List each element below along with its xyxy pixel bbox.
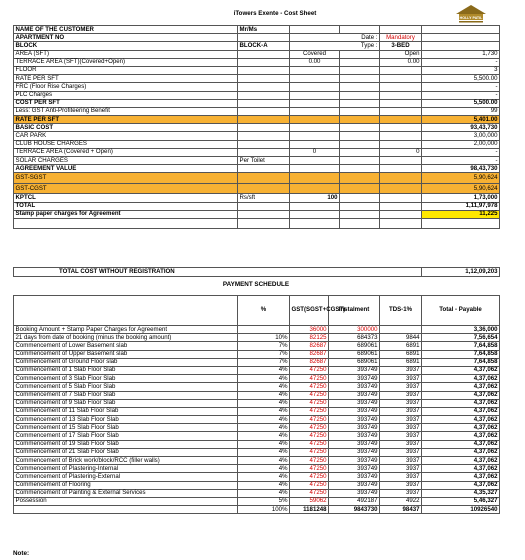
payment-schedule-header: [13, 279, 499, 291]
row-floor: [14, 66, 500, 74]
row-apartment: [14, 34, 500, 42]
row-total-payable: 4,37,062: [422, 383, 500, 391]
sgst-value: 5,90,624: [422, 173, 500, 184]
row-total-payable: 4,37,062: [422, 407, 500, 415]
row-total-payable: 4,37,062: [422, 366, 500, 374]
cost-psf-label: COST PER SFT: [14, 99, 238, 107]
row-instalment: 492187: [329, 497, 380, 505]
row-terrace: [14, 58, 500, 66]
row-plc: [14, 91, 500, 99]
row-total-payable: 4,35,327: [422, 489, 500, 497]
row-tds: 3937: [380, 399, 422, 407]
row-instalment: 393749: [329, 440, 380, 448]
row-instalment: 689061: [329, 342, 380, 350]
club-value: 2,00,000: [422, 140, 500, 148]
row-tds: 3937: [380, 416, 422, 424]
area-label: AREA (SFT): [14, 50, 238, 58]
col-pct-header: %: [238, 296, 290, 326]
payment-row: [14, 375, 500, 383]
row-instalment: 300000: [329, 326, 380, 334]
covered-label: Covered: [290, 50, 340, 58]
payment-row: [14, 391, 500, 399]
payment-row: [14, 326, 500, 334]
apartment-label: APARTMENT NO: [14, 34, 238, 42]
row-instalment: 689061: [329, 358, 380, 366]
payment-row: [14, 457, 500, 465]
row-stamp: [14, 210, 500, 218]
row-gst: 47250: [290, 457, 329, 465]
payment-schedule-title: PAYMENT SCHEDULE: [222, 281, 290, 288]
row-gst: 36000: [290, 326, 329, 334]
kptcl-unit: Rs/sft: [238, 194, 290, 202]
payment-row: [14, 334, 500, 342]
row-instalment: 393749: [329, 457, 380, 465]
row-label: Commencement of 5 Slab Floor Slab: [14, 383, 238, 391]
row-gst: 82687: [290, 350, 329, 358]
row-label: Booking Amount + Stamp Paper Charges for Agreement: [14, 326, 238, 334]
gst-anti-value: 99: [422, 107, 500, 115]
date-label: Date :: [290, 34, 380, 42]
payment-row: [14, 424, 500, 432]
payment-row: [14, 465, 500, 473]
row-gst: 47250: [290, 416, 329, 424]
col-label-header: [14, 296, 238, 326]
row-total-payable: 4,37,062: [422, 416, 500, 424]
row-pct: [238, 326, 290, 334]
row-tds: 6891: [380, 358, 422, 366]
row-gst: 47250: [290, 481, 329, 489]
terrace-covered: 0.00: [290, 58, 340, 66]
row-pct: 10%: [238, 334, 290, 342]
row-tds: 3937: [380, 473, 422, 481]
stamp-value: 11,225: [422, 210, 500, 218]
company-logo: [446, 2, 496, 24]
row-car: [14, 132, 500, 140]
row-terrace2: [14, 148, 500, 156]
terrace-open: 0.00: [380, 58, 422, 66]
plc-value: -: [422, 91, 500, 99]
row-pct: 4%: [238, 465, 290, 473]
row-block: [14, 42, 500, 50]
agreement-value: 98,43,730: [422, 165, 500, 173]
cgst-label: GST-CGST: [14, 183, 238, 194]
row-tds: [380, 326, 422, 334]
row-label: Commencement of Plastering-Internal: [14, 465, 238, 473]
payment-row: [14, 358, 500, 366]
payment-row: [14, 481, 500, 489]
row-gst: 47250: [290, 465, 329, 473]
terrace2-open: 0: [380, 148, 422, 156]
rate-label: RATE PER SFT: [14, 75, 238, 83]
row-tds: 3937: [380, 481, 422, 489]
row-label: Commencement of 3 Slab Floor Slab: [14, 375, 238, 383]
row-instalment: 393749: [329, 481, 380, 489]
row-total-payable: 4,37,062: [422, 481, 500, 489]
row-pct: 4%: [238, 481, 290, 489]
row-instalment: 393749: [329, 432, 380, 440]
payment-row: [14, 399, 500, 407]
block-label: BLOCK: [14, 42, 238, 50]
row-gst: 47250: [290, 473, 329, 481]
payment-schedule-table: [13, 295, 500, 514]
row-cgst: [14, 183, 500, 194]
row-gst: 82687: [290, 358, 329, 366]
terrace2-value: -: [422, 148, 500, 156]
row-tds: 6891: [380, 342, 422, 350]
payment-row: [14, 342, 500, 350]
row-kptcl: [14, 194, 500, 202]
row-total-payable: 4,37,062: [422, 465, 500, 473]
row-pct: 4%: [238, 416, 290, 424]
row-instalment: 393749: [329, 416, 380, 424]
stamp-label: Stamp paper charges for Agreement: [14, 210, 238, 218]
terrace2-covered: 0: [290, 148, 340, 156]
row-label: Commencement of 19 Slab Floor Slab: [14, 440, 238, 448]
row-pct: 4%: [238, 489, 290, 497]
row-total: [14, 202, 500, 210]
totals-gst: 1181248: [290, 506, 329, 514]
payment-row: [14, 416, 500, 424]
row-tds: 6891: [380, 350, 422, 358]
row-basic: [14, 124, 500, 132]
customer-label: NAME OF THE CUSTOMER: [14, 26, 238, 34]
row-cost-psf: [14, 99, 500, 107]
row-club: [14, 140, 500, 148]
row-label: Commencement of 15 Slab Floor Slab: [14, 424, 238, 432]
row-gst: 47250: [290, 489, 329, 497]
row-total-payable: 7,64,858: [422, 350, 500, 358]
col-instalment-header: Instalment: [329, 296, 380, 326]
customer-value: Mr/Ms: [238, 26, 290, 34]
row-gst: 47250: [290, 432, 329, 440]
basic-label: BASIC COST: [14, 124, 238, 132]
row-pct: 4%: [238, 399, 290, 407]
row-total-payable: 4,37,062: [422, 448, 500, 456]
row-pct: 4%: [238, 424, 290, 432]
row-area: [14, 50, 500, 58]
payment-row: [14, 432, 500, 440]
row-gst: 59062: [290, 497, 329, 505]
row-label: Commencement of 1 Slab Floor Slab: [14, 366, 238, 374]
car-value: 3,00,000: [422, 132, 500, 140]
row-instalment: 393749: [329, 366, 380, 374]
col-gst-header: GST(SGST+CGST): [290, 296, 329, 326]
row-label: Commencement of 13 Slab Floor Slab: [14, 416, 238, 424]
row-instalment: 393749: [329, 375, 380, 383]
row-pct: 4%: [238, 457, 290, 465]
solar-unit: Per Toilet: [238, 157, 290, 165]
row-tds: 3937: [380, 391, 422, 399]
rate-psf2-value: 5,401.00: [422, 116, 500, 124]
col-total-header: Total - Payable: [422, 296, 500, 326]
kptcl-rate: 100: [290, 194, 340, 202]
row-total-payable: 7,64,858: [422, 342, 500, 350]
row-label: Possession: [14, 497, 238, 505]
payment-row: [14, 473, 500, 481]
row-pct: 4%: [238, 391, 290, 399]
row-total-payable: 3,36,000: [422, 326, 500, 334]
solar-label: SOLAR CHARGES: [14, 157, 238, 165]
row-instalment: 689061: [329, 350, 380, 358]
row-total-payable: 7,64,858: [422, 358, 500, 366]
floor-label: FLOOR: [14, 66, 238, 74]
row-gst: 47250: [290, 407, 329, 415]
row-total-wo: [14, 268, 500, 277]
row-total-payable: 4,37,062: [422, 399, 500, 407]
row-pct: 7%: [238, 358, 290, 366]
payment-totals-row: [14, 506, 500, 514]
col-tds-header: TDS-1%: [380, 296, 422, 326]
total-without-registration-table: [13, 267, 500, 277]
row-total-payable: 4,37,062: [422, 391, 500, 399]
cost-psf-value: 5,500.00: [422, 99, 500, 107]
logo-text: HOLLY PATIL: [459, 16, 483, 20]
row-tds: 3937: [380, 366, 422, 374]
row-instalment: 393749: [329, 465, 380, 473]
sheet-title: iTowers Exente - Cost Sheet: [233, 10, 317, 17]
row-tds: 3937: [380, 383, 422, 391]
payment-header-row: [14, 296, 500, 326]
terrace-label: TERRACE AREA (SFT)(Covered+Open): [14, 58, 238, 66]
row-tds: 3937: [380, 465, 422, 473]
row-tds: 3937: [380, 448, 422, 456]
row-label: Commencement of Lower Basement slab: [14, 342, 238, 350]
row-pct: 4%: [238, 366, 290, 374]
plc-label: PLC Charges: [14, 91, 238, 99]
row-gst: 47250: [290, 383, 329, 391]
row-total-payable: 5,46,327: [422, 497, 500, 505]
payment-row: [14, 407, 500, 415]
row-total-payable: 4,37,062: [422, 432, 500, 440]
note-label: Note:: [13, 550, 30, 557]
type-value: 3-BED: [380, 42, 422, 50]
mandatory-label: Mandatory: [380, 34, 422, 42]
row-instalment: 393749: [329, 424, 380, 432]
floor-value: 3: [422, 66, 500, 74]
totals-pct: 100%: [238, 506, 290, 514]
row-pct: 4%: [238, 432, 290, 440]
row-label: Commencement of Flooring: [14, 481, 238, 489]
car-label: CAR PARK: [14, 132, 238, 140]
row-gst: 82687: [290, 342, 329, 350]
row-label: Commencement of 7 Slab Floor Slab: [14, 391, 238, 399]
row-tds: 3937: [380, 489, 422, 497]
row-tds: 3937: [380, 457, 422, 465]
total-label: TOTAL: [14, 202, 238, 210]
payment-row: [14, 489, 500, 497]
row-tds: 4922: [380, 497, 422, 505]
row-total-payable: 4,37,062: [422, 457, 500, 465]
row-instalment: 393749: [329, 407, 380, 415]
rate-value: 5,500.00: [422, 75, 500, 83]
row-pct: 4%: [238, 383, 290, 391]
row-pct: 4%: [238, 440, 290, 448]
row-total-payable: 4,37,062: [422, 473, 500, 481]
row-instalment: 393749: [329, 448, 380, 456]
row-label: Commencement of Plastering-External: [14, 473, 238, 481]
row-tds: 9844: [380, 334, 422, 342]
row-agreement: [14, 165, 500, 173]
row-frc: [14, 83, 500, 91]
row-tds: 3937: [380, 424, 422, 432]
row-gst: 47250: [290, 440, 329, 448]
payment-row: [14, 350, 500, 358]
block-value: BLOCK-A: [238, 42, 290, 50]
basic-value: 93,43,730: [422, 124, 500, 132]
row-gst: 47250: [290, 391, 329, 399]
row-gst: 47250: [290, 366, 329, 374]
total-wo-value: 1,12,09,203: [422, 268, 500, 277]
row-gst: 82125: [290, 334, 329, 342]
row-instalment: 393749: [329, 391, 380, 399]
row-instalment: 393749: [329, 399, 380, 407]
row-instalment: 393749: [329, 383, 380, 391]
cost-table: [13, 25, 500, 229]
row-total-payable: 7,56,654: [422, 334, 500, 342]
row-gst: 47250: [290, 375, 329, 383]
totals-label: [14, 506, 238, 514]
payment-row: [14, 440, 500, 448]
row-total-payable: 4,37,062: [422, 424, 500, 432]
solar-value: -: [422, 157, 500, 165]
open-label: Open: [380, 50, 422, 58]
frc-value: -: [422, 83, 500, 91]
row-solar: [14, 157, 500, 165]
payment-row: [14, 448, 500, 456]
agreement-label: AGREEMENT VALUE: [14, 165, 238, 173]
type-label: Type :: [290, 42, 380, 50]
row-label: Commencement of 17 Slab Floor Slab: [14, 432, 238, 440]
row-tds: 3937: [380, 375, 422, 383]
row-pct: 4%: [238, 375, 290, 383]
row-label: Commencement of Painting & External Services: [14, 489, 238, 497]
sgst-label: GST-SGST: [14, 173, 238, 184]
row-gst: 47250: [290, 399, 329, 407]
row-instalment: 393749: [329, 473, 380, 481]
club-label: CLUB HOUSE CHARGES: [14, 140, 238, 148]
row-label: Commencement of 21 Slab Floor Slab: [14, 448, 238, 456]
row-total-payable: 4,37,062: [422, 375, 500, 383]
totals-instalment: 9843730: [329, 506, 380, 514]
row-gst-anti: [14, 107, 500, 115]
row-instalment: 684373: [329, 334, 380, 342]
gst-anti-label: Less: GST Anti-Profiteering Benefit: [14, 107, 238, 115]
row-customer: [14, 26, 500, 34]
payment-row: [14, 497, 500, 505]
totals-tds: 98437: [380, 506, 422, 514]
row-label: Commencement of Ground Floor slab: [14, 358, 238, 366]
row-rate: [14, 75, 500, 83]
row-label: Commencement of 11 Slab Floor Slab: [14, 407, 238, 415]
payment-row: [14, 366, 500, 374]
rate-psf2-label: RATE PER SFT: [14, 116, 238, 124]
row-sgst: [14, 173, 500, 184]
row-tds: 3937: [380, 407, 422, 415]
row-gst: 47250: [290, 448, 329, 456]
kptcl-value: 1,73,000: [422, 194, 500, 202]
row-pct: 4%: [238, 407, 290, 415]
row-label: 21 days from date of booking (minus the booking amount): [14, 334, 238, 342]
row-tds: 3937: [380, 432, 422, 440]
total-value: 1,11,97,978: [422, 202, 500, 210]
area-value: 1,730: [422, 50, 500, 58]
row-pct: 5%: [238, 497, 290, 505]
row-total-payable: 4,37,062: [422, 440, 500, 448]
row-tds: 3937: [380, 440, 422, 448]
terrace2-label: TERRACE AREA (Covered + Open): [14, 148, 238, 156]
frc-label: FRC (Floor Rise Charges): [14, 83, 238, 91]
row-pct: 7%: [238, 350, 290, 358]
row-pct: 4%: [238, 473, 290, 481]
row-blank1: [14, 218, 500, 228]
kptcl-label: KPTCL: [14, 194, 238, 202]
row-instalment: 393749: [329, 489, 380, 497]
totals-payable: 10926540: [422, 506, 500, 514]
row-label: Commencement of 9 Slab Floor Slab: [14, 399, 238, 407]
row-label: Commencement of Upper Basement slab: [14, 350, 238, 358]
payment-row: [14, 383, 500, 391]
total-wo-label: TOTAL COST WITHOUT REGISTRATION: [14, 268, 422, 277]
row-pct: 4%: [238, 448, 290, 456]
terrace-value: -: [422, 58, 500, 66]
row-label: Commencement of Brick work/block/RCC (filler walls): [14, 457, 238, 465]
row-pct: 7%: [238, 342, 290, 350]
row-rate-psf2: [14, 116, 500, 124]
cgst-value: 5,90,624: [422, 183, 500, 194]
row-gst: 47250: [290, 424, 329, 432]
